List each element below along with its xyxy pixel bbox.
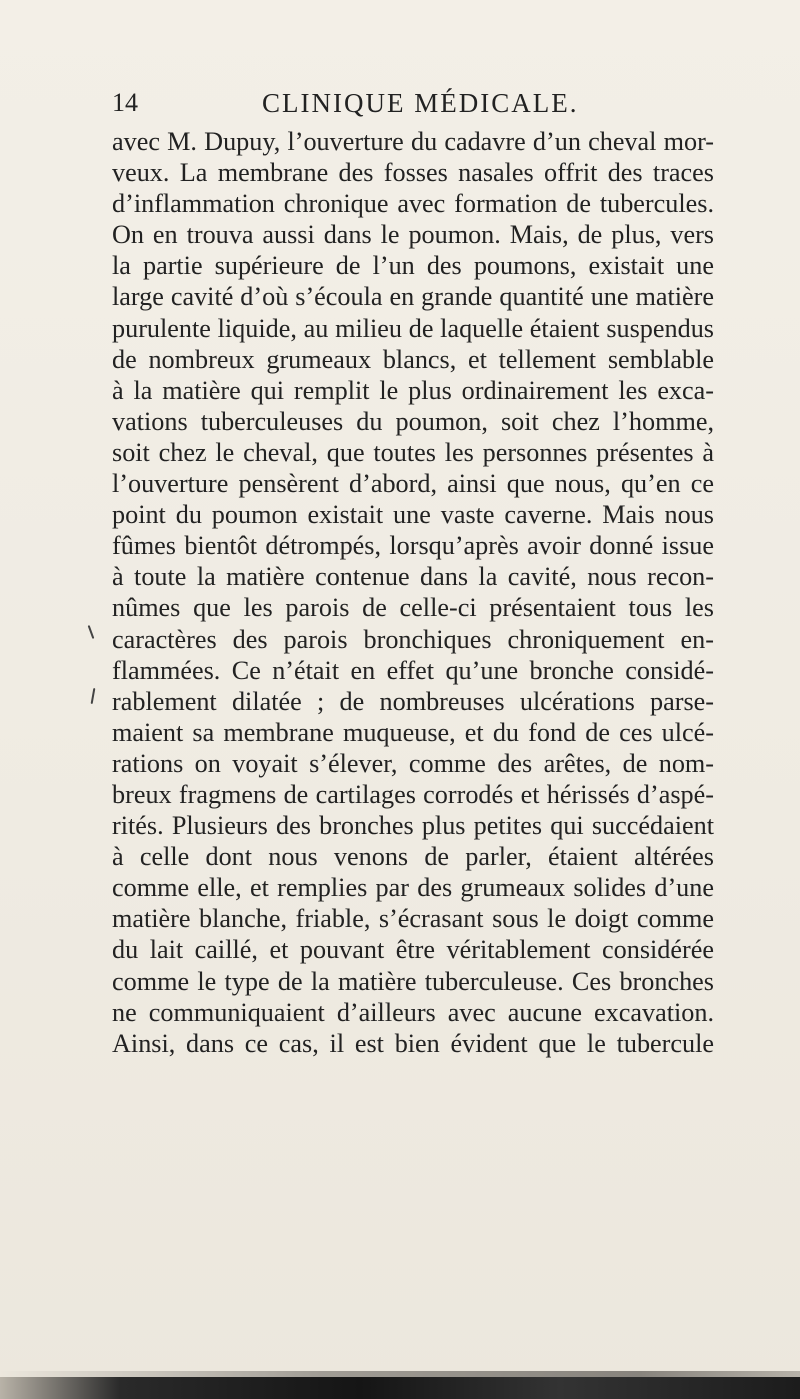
running-head: CLINIQUE MÉDICALE. [262, 88, 579, 118]
margin-mark [88, 625, 95, 639]
text-line: purulente liquide, au milieu de laquelle étaient suspendus [112, 313, 714, 343]
text-line: point du poumon existait une vaste caverne. Mais nous [112, 500, 714, 530]
text-line: avec M. Dupuy, l’ouverture du cadavre d’un cheval mor- [112, 127, 714, 156]
page-bottom-edge [0, 1377, 800, 1399]
text-line: flammées. Ce n’était en effet qu’une bronche considé- [112, 655, 714, 685]
text-line: de nombreux grumeaux blancs, et tellement semblable [112, 344, 714, 374]
text-line: l’ouverture pensèrent d’abord, ainsi que nous, qu’en ce [112, 469, 714, 499]
text-line: comme elle, et remplies par des grumeaux solides d’une [112, 873, 714, 903]
text-line: à celle dont nous venons de parler, étaient altérées [112, 842, 714, 872]
text-line: veux. La membrane des fosses nasales offrit des traces [112, 158, 714, 188]
text-line: On en trouva aussi dans le poumon. Mais, de plus, vers [112, 220, 714, 250]
text-line: fûmes bientôt détrompés, lorsqu’après avoir donné issue [112, 531, 714, 561]
text-line: caractères des parois bronchiques chroniquement en- [112, 624, 714, 654]
text-line: maient sa membrane muqueuse, et du fond de ces ulcé- [112, 717, 714, 747]
text-line: à toute la matière contenue dans la cavité, nous recon- [112, 562, 714, 592]
text-line: comme le type de la matière tuberculeuse. Ces bronches [112, 966, 714, 996]
text-line: soit chez le cheval, que toutes les personnes présentes à [112, 437, 714, 467]
text-line: ne communiquaient d’ailleurs avec aucune excavation. [112, 997, 714, 1027]
text-line: la partie supérieure de l’un des poumons, existait une [112, 251, 714, 281]
text-line: rités. Plusieurs des bronches plus petites qui succédaient [112, 811, 714, 841]
margin-mark [91, 688, 96, 704]
text-line: rablement dilatée ; de nombreuses ulcérations parse- [112, 686, 714, 716]
text-line: breux fragmens de cartilages corrodés et hérissés d’aspé- [112, 779, 714, 809]
page-number: 14 [112, 88, 138, 117]
text-line: vations tuberculeuses du poumon, soit chez l’homme, [112, 406, 714, 436]
text-line: Ainsi, dans ce cas, il est bien évident que le tubercule [112, 1028, 714, 1058]
text-line: nûmes que les parois de celle-ci présentaient tous les [112, 593, 714, 623]
text-line: à la matière qui remplit le plus ordinairement les exca- [112, 375, 714, 405]
body-paragraph [112, 126, 714, 1059]
text-line: du lait caillé, et pouvant être véritablement considérée [112, 935, 714, 965]
text-line: rations on voyait s’élever, comme des arêtes, de nom- [112, 748, 714, 778]
text-line: matière blanche, friable, s’écrasant sous le doigt comme [112, 904, 714, 934]
page-header [112, 88, 712, 128]
text-line: d’inflammation chronique avec formation de tubercules. [112, 189, 714, 219]
text-line: large cavité d’où s’écoula en grande quantité une matière [112, 282, 714, 312]
